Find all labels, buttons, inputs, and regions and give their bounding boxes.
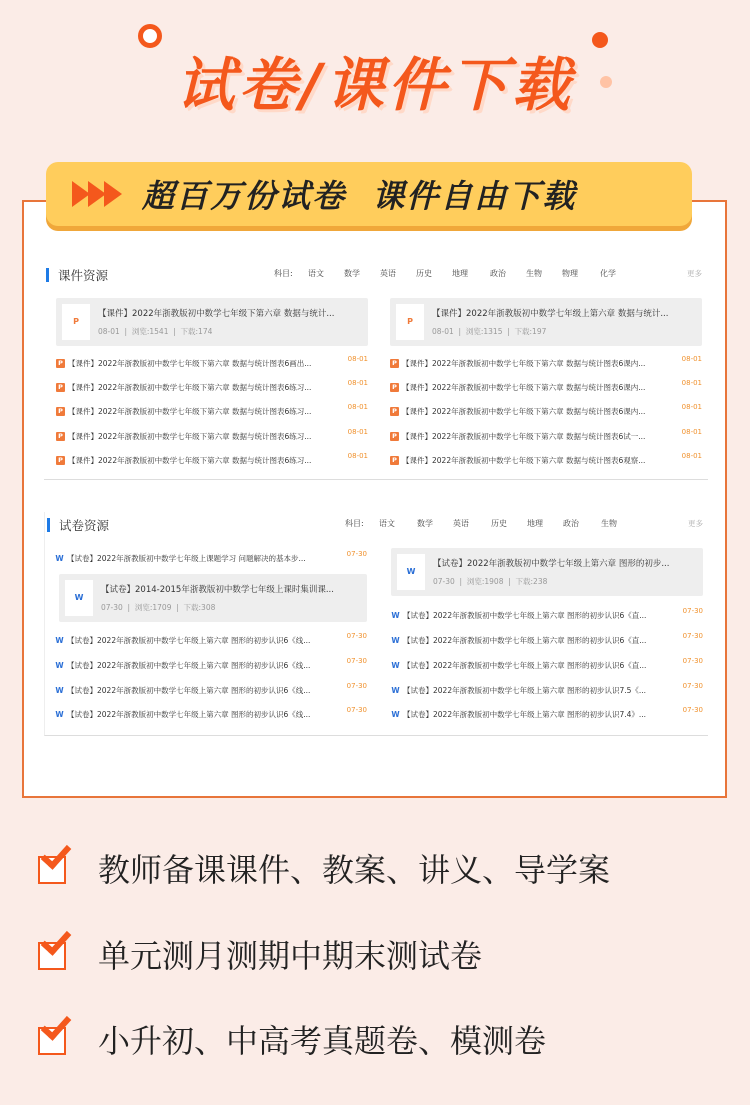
ppt-icon: P [390, 432, 399, 441]
word-icon: W [55, 661, 64, 670]
subject-tab-politics[interactable]: 政治 [490, 269, 506, 278]
item-title: 【试卷】2022年浙教版初中数学七年级上第六章 图形的初步认识7.4》... [403, 710, 647, 719]
more-link[interactable]: 更多 [687, 269, 702, 278]
item-date: 08-01 [347, 379, 368, 387]
item-title: 【试卷】2022年浙教版初中数学七年级上第六章 图形的初步认识6《线... [67, 710, 311, 719]
subject-tab-geography[interactable]: 地理 [527, 519, 543, 528]
word-icon: W [55, 710, 64, 719]
subject-label: 科目: [274, 269, 293, 278]
list-item[interactable] [390, 357, 702, 371]
item-title: 【试卷】2022年浙教版初中数学七年级上第六章 图形的初步认识6《线... [67, 636, 311, 645]
subject-tab-biology[interactable]: 生物 [601, 519, 617, 528]
word-icon: W [391, 710, 400, 719]
item-title: 【课件】2022年浙教版初中数学七年级下第六章 数据与统计图表6课内... [402, 407, 646, 416]
panel-header [44, 266, 708, 286]
list-item[interactable] [391, 634, 703, 648]
item-title: 【课件】2022年浙教版初中数学七年级下第六章 数据与统计图表6练习... [68, 383, 312, 392]
item-date: 07-30 [346, 550, 367, 558]
ppt-icon: P [390, 456, 399, 465]
list-item[interactable] [56, 454, 368, 468]
featured-card[interactable] [390, 298, 702, 346]
list-item[interactable] [55, 708, 367, 722]
word-icon: W [55, 636, 64, 645]
ppt-icon: P [390, 407, 399, 416]
list-item[interactable] [56, 430, 368, 444]
item-title: 【课件】2022年浙教版初中数学七年级下第六章 数据与统计图表6观察... [402, 456, 646, 465]
card-title: 【试卷】2022年浙教版初中数学七年级上第六章 图形的初步... [433, 559, 670, 569]
subject-tab-math[interactable]: 数学 [344, 269, 360, 278]
section-marker [47, 518, 50, 532]
ppt-icon: P [56, 432, 65, 441]
exams-panel [44, 512, 708, 736]
item-date: 08-01 [681, 379, 702, 387]
item-date: 07-30 [346, 682, 367, 690]
list-item[interactable] [391, 659, 703, 673]
word-icon: W [391, 611, 400, 620]
word-icon: W [55, 554, 64, 563]
section-marker [46, 268, 49, 282]
feature-text: 单元测月测期中期末测试卷 [98, 937, 483, 975]
word-icon: W [391, 636, 400, 645]
featured-card[interactable] [391, 548, 703, 596]
item-date: 08-01 [681, 428, 702, 436]
list-item[interactable] [391, 684, 703, 698]
page-title: 试卷/课件下载 [176, 51, 574, 119]
ppt-icon: P [56, 456, 65, 465]
subject-tab-geography[interactable]: 地理 [452, 269, 468, 278]
item-title: 【课件】2022年浙教版初中数学七年级下第六章 数据与统计图表6画出... [68, 359, 312, 368]
card-title: 【试卷】2014-2015年浙教版初中数学七年级上课时集训课... [101, 585, 334, 595]
subject-tab-physics[interactable]: 物理 [562, 269, 578, 278]
subject-tab-english[interactable]: 英语 [453, 519, 469, 528]
card-meta: 07-30 | 浏览:1908 | 下载:238 [433, 577, 548, 586]
item-date: 08-01 [347, 355, 368, 363]
ppt-icon: P [56, 359, 65, 368]
item-title: 【试卷】2022年浙教版初中数学七年级上第六章 图形的初步认识6《直... [403, 661, 647, 670]
subject-tab-chinese[interactable]: 语文 [379, 519, 395, 528]
ppt-file-icon: P [396, 304, 424, 340]
item-date: 08-01 [681, 355, 702, 363]
item-title: 【试卷】2022年浙教版初中数学七年级上第六章 图形的初步认识7.5《... [403, 686, 647, 695]
subject-tab-history[interactable]: 历史 [416, 269, 432, 278]
item-date: 07-30 [682, 632, 703, 640]
word-icon: W [391, 686, 400, 695]
subject-tab-history[interactable]: 历史 [491, 519, 507, 528]
subject-tab-politics[interactable]: 政治 [563, 519, 579, 528]
list-item[interactable] [390, 430, 702, 444]
fast-forward-icon [72, 181, 120, 207]
item-date: 07-30 [682, 682, 703, 690]
item-date: 07-30 [682, 607, 703, 615]
list-item[interactable] [56, 357, 368, 371]
subject-tab-chemistry[interactable]: 化学 [600, 269, 616, 278]
feature-item [36, 1021, 716, 1061]
word-icon: W [391, 661, 400, 670]
item-title: 【课件】2022年浙教版初中数学七年级下第六章 数据与统计图表6练习... [68, 407, 312, 416]
item-title: 【课件】2022年浙教版初中数学七年级下第六章 数据与统计图表6课内... [402, 359, 646, 368]
ppt-icon: P [390, 383, 399, 392]
item-date: 07-30 [346, 657, 367, 665]
card-title: 【课件】2022年浙教版初中数学七年级上第六章 数据与统计... [432, 309, 669, 319]
item-title: 【试卷】2022年浙教版初中数学七年级上第六章 图形的初步认识6《直... [403, 636, 647, 645]
subject-tab-math[interactable]: 数学 [417, 519, 433, 528]
item-date: 08-01 [347, 452, 368, 460]
list-item[interactable] [55, 634, 367, 648]
item-date: 07-30 [346, 632, 367, 640]
item-date: 08-01 [347, 428, 368, 436]
list-item[interactable] [390, 405, 702, 419]
item-title: 【课件】2022年浙教版初中数学七年级下第六章 数据与统计图表6练习... [68, 432, 312, 441]
item-title: 【试卷】2022年浙教版初中数学七年级上课题学习 问题解决的基本步... [67, 554, 306, 563]
feature-text: 教师备课课件、教案、讲义、导学案 [98, 851, 611, 889]
card-title: 【课件】2022年浙教版初中数学七年级下第六章 数据与统计... [98, 309, 335, 319]
more-link[interactable]: 更多 [688, 519, 703, 528]
item-date: 08-01 [681, 403, 702, 411]
item-date: 08-01 [681, 452, 702, 460]
list-item[interactable] [56, 405, 368, 419]
item-date: 07-30 [682, 657, 703, 665]
panel-header [45, 516, 709, 536]
list-item[interactable] [391, 609, 703, 623]
ppt-icon: P [390, 359, 399, 368]
card-meta: 07-30 | 浏览:1709 | 下载:308 [101, 603, 216, 612]
item-title: 【课件】2022年浙教版初中数学七年级下第六章 数据与统计图表6练习... [68, 456, 312, 465]
ppt-icon: P [56, 383, 65, 392]
list-item[interactable] [391, 708, 703, 722]
card-meta: 08-01 | 浏览:1541 | 下载:174 [98, 327, 213, 336]
subject-tab-biology[interactable]: 生物 [526, 269, 542, 278]
featured-card[interactable] [56, 298, 368, 346]
subject-tab-chinese[interactable]: 语文 [308, 269, 324, 278]
list-item[interactable] [390, 454, 702, 468]
featured-card[interactable] [59, 574, 367, 622]
subject-label: 科目: [345, 519, 364, 528]
card-meta: 08-01 | 浏览:1315 | 下载:197 [432, 327, 547, 336]
item-date: 07-30 [346, 706, 367, 714]
item-title: 【试卷】2022年浙教版初中数学七年级上第六章 图形的初步认识6《线... [67, 686, 311, 695]
item-date: 08-01 [347, 403, 368, 411]
section-title: 课件资源 [58, 268, 109, 283]
word-icon: W [55, 686, 64, 695]
item-title: 【试卷】2022年浙教版初中数学七年级上第六章 图形的初步认识6《直... [403, 611, 647, 620]
ppt-file-icon: P [62, 304, 90, 340]
list-item[interactable] [55, 552, 367, 566]
subject-tab-english[interactable]: 英语 [380, 269, 396, 278]
list-item[interactable] [56, 381, 368, 395]
ppt-icon: P [56, 407, 65, 416]
section-title: 试卷资源 [59, 518, 110, 533]
item-title: 【试卷】2022年浙教版初中数学七年级上第六章 图形的初步认识6《线... [67, 661, 311, 670]
feature-item [36, 850, 716, 890]
item-title: 【课件】2022年浙教版初中数学七年级下第六章 数据与统计图表6试一... [402, 432, 646, 441]
item-date: 07-30 [682, 706, 703, 714]
item-title: 【课件】2022年浙教版初中数学七年级下第六章 数据与统计图表6课内... [402, 383, 646, 392]
feature-text: 小升初、中高考真题卷、模测卷 [98, 1022, 547, 1060]
word-file-icon: W [397, 554, 425, 590]
list-item[interactable] [390, 381, 702, 395]
feature-item [36, 936, 716, 976]
word-file-icon: W [65, 580, 93, 616]
banner-text: 超百万份试卷 课件自由下载 [142, 177, 577, 215]
list-item[interactable] [55, 659, 367, 673]
list-item[interactable] [55, 684, 367, 698]
courseware-panel [44, 262, 708, 480]
slogan-banner [46, 162, 692, 226]
